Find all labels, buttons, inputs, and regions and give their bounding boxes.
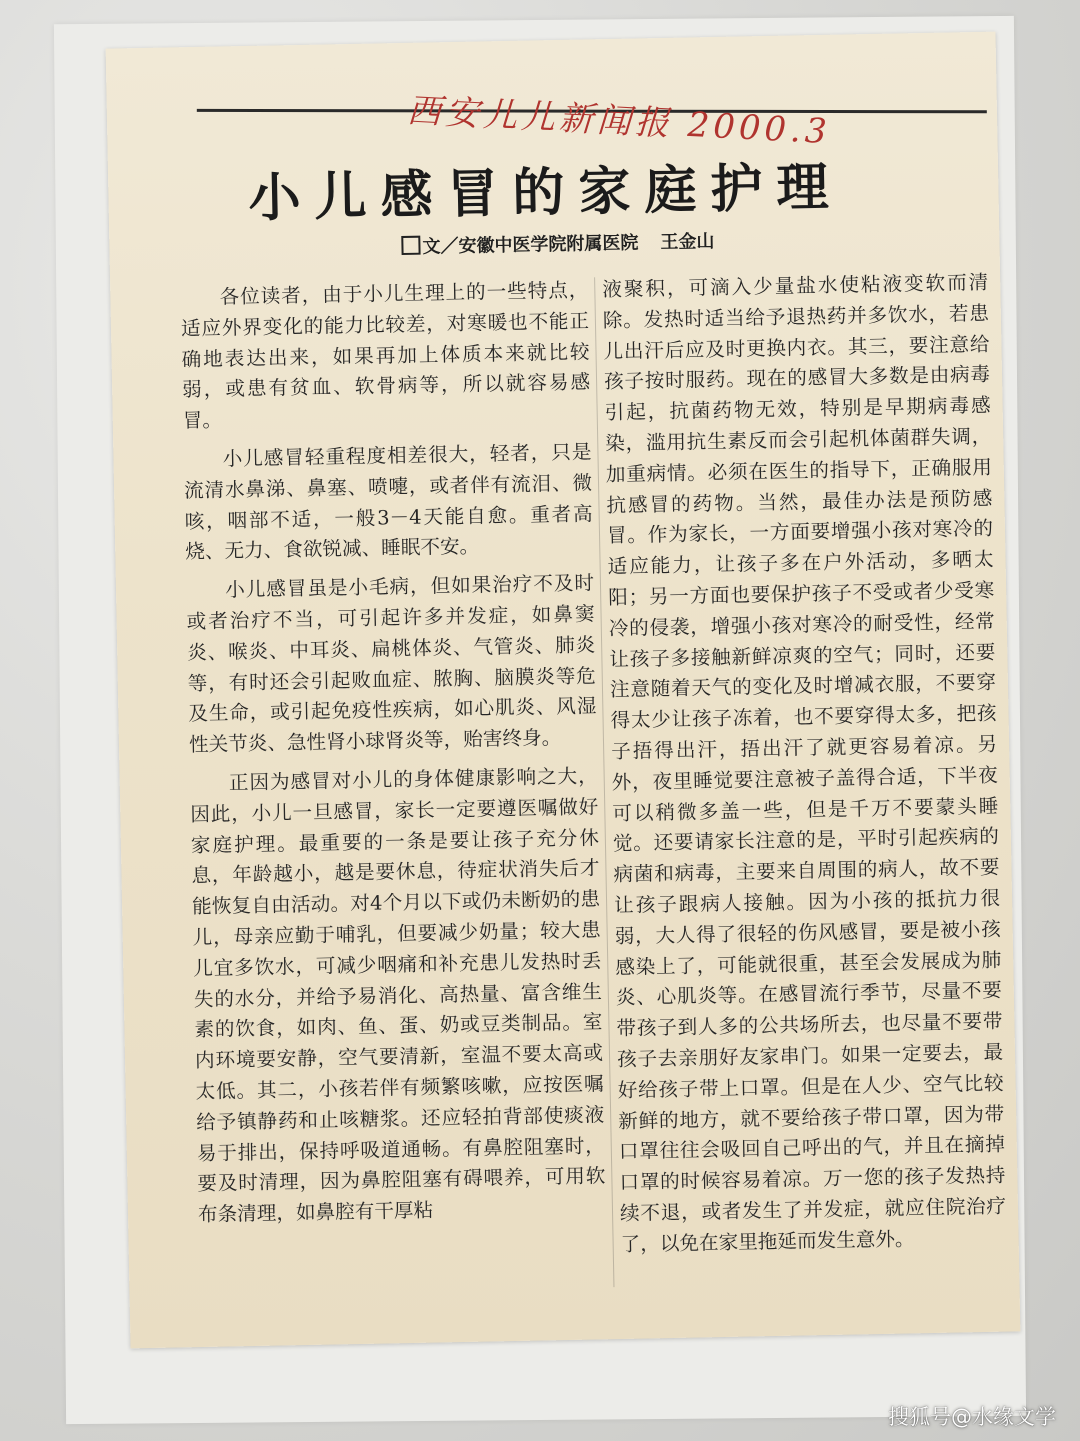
- byline-author: 王金山: [660, 231, 715, 254]
- handwritten-source-note: 西安儿儿新闻报 2000.3: [406, 90, 832, 153]
- paragraph: 小儿感冒虽是小毛病，但如果治疗不及时或者治疗不当，可引起许多并发症，如鼻窦炎、喉炎、中耳炎、扁桃体炎、气管炎、肺炎等，有时还会引起败血症、脓胸、脑膜炎等危及生命，或引起免疫性疾病，如心肌炎、风湿性关节炎、急性肾小球肾炎等，贻害终身。: [186, 571, 597, 757]
- byline-affiliation: 文／安徽中医学院附属医院: [422, 232, 639, 258]
- newspaper-clipping: [106, 32, 1021, 1349]
- paragraph: 正因为感冒对小儿的身体健康影响之大，因此，小儿一旦感冒，家长一定要遵医嘱做好家庭护理。最重要的一条是要让孩子充分休息，年龄越小，越是要休息，待症状消失后才能恢复自由活动。对4个月以下或仍未断奶的患儿，母亲应勤于哺乳，但要减少奶量；较大患儿宜多饮水，可减少咽痛和补充患儿发热时丢失的水分，并给予易消化、高热量、富含维生素的饮食，如肉、鱼、蛋、奶或豆类制品。室内环境要安静，空气要清新，室温不要太高或太低。其二，小孩若伴有频繁咳嗽，应按医嘱给予镇静药和止咳糖浆。还应轻拍背部使痰液易于排出，保持呼吸道通畅。有鼻腔阻塞时，要及时清理，因为鼻腔阻塞有碍喂养，可用软布条清理，如鼻腔有干厚粘: [190, 764, 606, 1227]
- article-right-column: [602, 268, 1007, 1261]
- paragraph: 小儿感冒轻重程度相差很大，轻者，只是流清水鼻涕、鼻塞、喷嚏，或者伴有流泪、微咳，咽部不适，一般3－4天能自愈。重者高烧、无力、食欲锐减、睡眠不安。: [183, 440, 593, 564]
- source-watermark: 搜狐号@水缘文学: [888, 1405, 1056, 1429]
- article-title: 小儿感冒的家庭护理: [247, 157, 843, 229]
- paragraph: 各位读者，由于小儿生理上的一些特点，适应外界变化的能力比较差，对寒暖也不能正确地表达出来，如果再加上体质本来就比较弱，或患有贫血、软骨病等，所以就容易感冒。: [180, 278, 591, 433]
- article-left-column: [180, 275, 606, 1231]
- byline: [401, 227, 714, 259]
- paragraph: 液聚积，可滴入少量盐水使粘液变软而清除。发热时适当给予退热药并多饮水，若患儿出汗后应及时更换内衣。其三，要注意给孩子按时服药。现在的感冒大多数是由病毒引起，抗菌药物无效，特别是早期病毒感染，滥用抗生素反而会引起机体菌群失调，加重病情。必须在医生的指导下，正确服用抗感冒的药物。当然，最佳办法是预防感冒。作为家长，一方面要增强小孩对寒冷的适应能力，让孩子多在户外活动，多晒太阳；另一方面也要保护孩子不受或者少受寒冷的侵袭，增强小孩对寒冷的耐受性，经常让孩子多接触新鲜凉爽的空气；同时，还要注意随着天气的变化及时增减衣服，不要穿得太少让孩子冻着，也不要穿得太多，把孩子捂得出汗，捂出汗了就更容易着凉。另外，夜里睡觉要注意被子盖得合适，下半夜可以稍微多盖一些，但是千万不要蒙头睡觉。还要请家长注意的是，平时引起疾病的病菌和病毒，主要来自周围的病人，故不要让孩子跟病人接触。因为小孩的抵抗力很弱，大人得了很轻的伤风感冒，要是被小孩感染上了，可能就很重，甚至会发展成为肺炎、心肌炎等。在感冒流行季节，尽量不要带孩子到人多的公共场所去，也尽量不要带孩子去亲朋好友家串门。如果一定要去，最好给孩子带上口罩。但是在人少、空气比较新鲜的地方，就不要给孩子带口罩，因为带口罩往往会吸回自己呼出的气，并且在摘掉口罩的时候容易着凉。万一您的孩子发热持续不退，或者发生了并发症，就应住院治疗了，以免在家里拖延而发生意外。: [602, 270, 1007, 1256]
- byline-box-icon: [401, 236, 420, 255]
